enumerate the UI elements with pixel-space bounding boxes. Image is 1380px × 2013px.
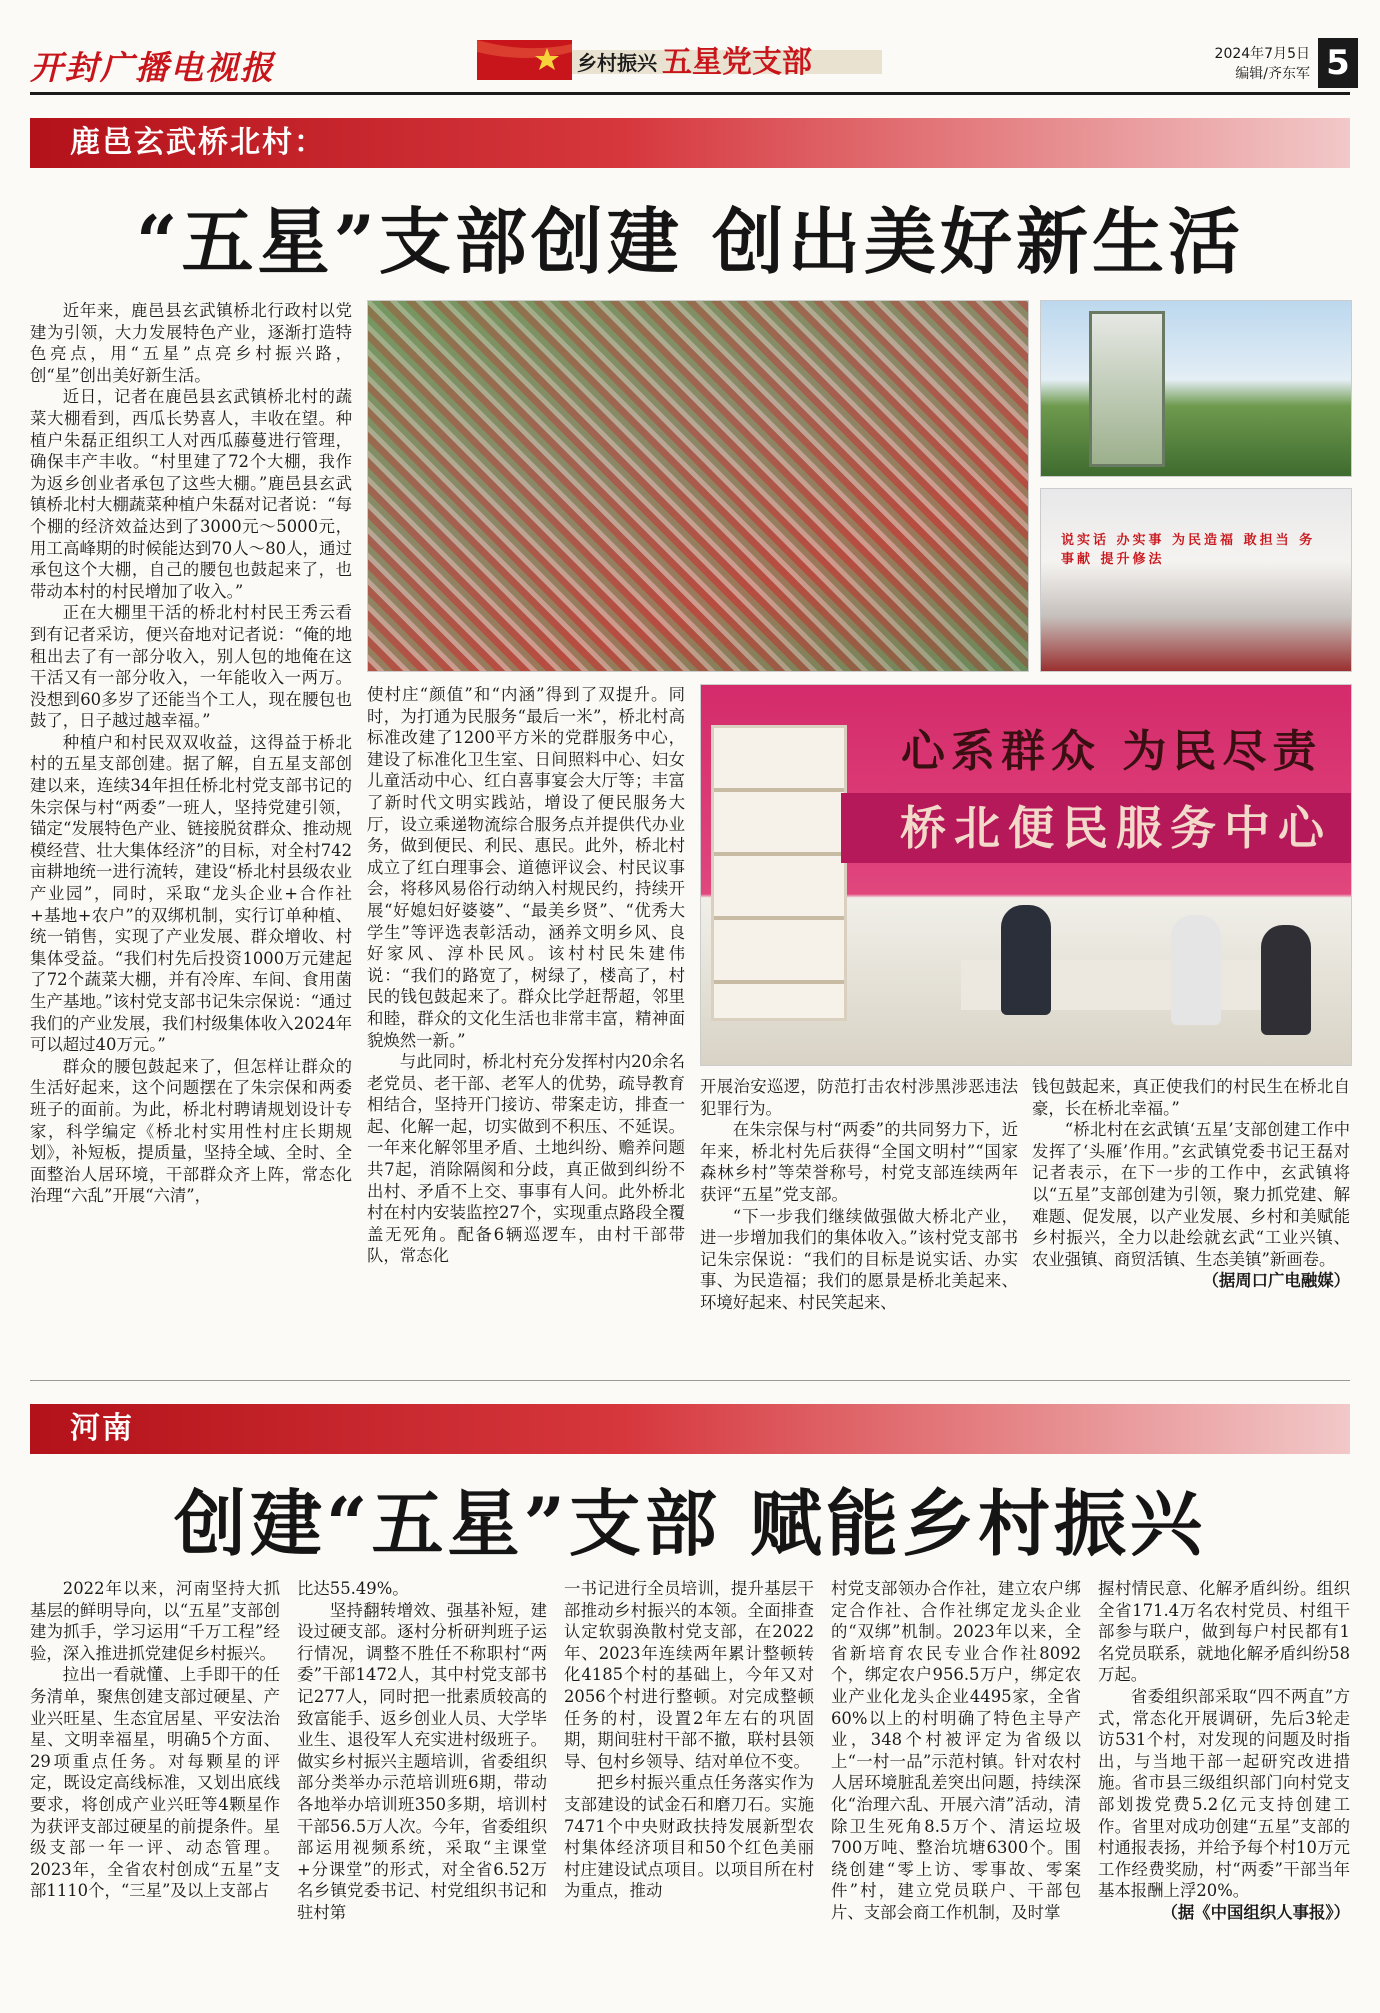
paragraph: 钱包鼓起来，真正使我们的村民生在桥北自豪，长在桥北幸福。” bbox=[1032, 1077, 1350, 1118]
person-figure bbox=[1001, 905, 1051, 1015]
paragraph: 种植户和村民双双收益，这得益于桥北村的五星支部创建。据了解，自五星支部创建以来，连续34年担任桥北村党支部书记的朱宗保与村“两委”一班人，坚持党建引领，锚定“发展特色产业、链接脱贫群众、推动规模经营、壮大集体经济”的目标，对全村742亩耕地统一进行流转，建设“桥北村县级农业产业园”，同时，采取“龙头企业+合作社+基地+农户”的双绑机制，实行订单种植、统一销售，实现了产业发展、群众增收、村集体受益。“我们村先后投资1000万元建起了72个蔬菜大棚，并有冷库、车间、食用菌生产基地。”该村党支部书记朱宗保说：“通过我们的产业发展，我们村级集体收入2024年可以超过40万元。” bbox=[30, 732, 352, 1055]
paragraph: 群众的腰包鼓起来了，但怎样让群众的生活好起来，这个问题摆在了朱宗保和两委班子的面前。为此，桥北村聘请规划设计专家，科学编定《桥北村实用性村庄长期规划》，补短板，提质量，坚持全域、全时、全面整治人居环境，干部群众齐上阵，常态化治理“六乱”开展“六清”， bbox=[30, 1056, 352, 1206]
banquet-hall-photo bbox=[1040, 488, 1352, 672]
article2-column-4 bbox=[831, 1578, 1081, 1970]
paragraph: 近年来，鹿邑县玄武镇桥北行政村以党建为引领，大力发展特色产业，逐渐打造特色亮点，用“五星”点亮乡村振兴路，创“星”创出美好新生活。 bbox=[30, 301, 352, 385]
paragraph: 近日，记者在鹿邑县玄武镇桥北村的蔬菜大棚看到，西瓜长势喜人，丰收在望。种植户朱磊正组织工人对西瓜藤蔓进行管理，确保丰产丰收。“村里建了72个大棚，我作为返乡创业者承包了这些大棚。”鹿邑县玄武镇桥北村大棚蔬菜种植户朱磊对记者说：“每个棚的经济效益达到了3000元～5000元，用工高峰期的时候能达到70人～80人，通过承包这个大棚，自己的腰包也鼓起来了，也带动本村的村民增加了收入。” bbox=[30, 387, 352, 601]
article1-column-2 bbox=[367, 684, 685, 1360]
article1-kicker: 鹿邑玄武桥北村： bbox=[70, 125, 326, 160]
paper-name: 开封广播电视报 bbox=[30, 48, 275, 87]
paragraph: 正在大棚里干活的桥北村村民王秀云看到有记者采访，便兴奋地对记者说：“俺的地租出去了有一部分收入，别人包的地俺在这干活又有一部分收入，一年能收入一两万。没想到60多岁了还能当个工人，现在腰包也鼓了，日子越过越幸福。” bbox=[30, 603, 352, 731]
paragraph: 坚持翻转增效、强基补短，建设过硬支部。逐村分析研判班子运行情况，调整不胜任不称职村“两委”干部1472人，其中村党支部书记277人，同时把一批素质较高的致富能手、返乡创业人员、大学毕业生、退役军人充实进村级班子。做实乡村振兴主题培训，省委组织部分类举办示范培训班6期，带动各地举办培训班350多期，培训村干部56.5万人次。今年，省委组织部运用视频系统，采取“主课堂+分课堂”的形式，对全省6.52万名乡镇党委书记、村党组织书记和驻村第 bbox=[297, 1600, 547, 1922]
section-small-label: 乡村振兴 bbox=[577, 51, 657, 75]
article1-column-4 bbox=[1032, 1076, 1350, 1360]
article1-column-1 bbox=[30, 300, 352, 1360]
bookshelf bbox=[711, 725, 847, 1021]
article2-column-3 bbox=[564, 1578, 814, 1970]
article-divider bbox=[30, 1380, 1350, 1381]
section-banner bbox=[477, 34, 882, 86]
page-number: 5 bbox=[1318, 38, 1358, 88]
paragraph: 比达55.49%。 bbox=[297, 1579, 409, 1598]
person-figure bbox=[1261, 925, 1311, 1035]
paragraph: “桥北村在玄武镇‘五星’支部创建工作中发挥了‘头雁’作用。”玄武镇党委书记王磊对记者表示，在下一步的工作中，玄武镇将以“五星”支部创建为引领，聚力抓党建、解难题、促发展，以产业发展、乡村和美赋能乡村振兴，全力以赴绘就玄武“工业兴镇、农业强镇、商贸活镇、生态美镇”新画卷。 bbox=[1032, 1120, 1350, 1269]
article1-headline: “五星”支部创建 创出美好新生活 bbox=[136, 199, 1244, 284]
village-sign-photo bbox=[1040, 300, 1352, 477]
article1-source: （据周口广电融媒） bbox=[1202, 1271, 1350, 1291]
paragraph: 拉出一看就懂、上手即干的任务清单，聚焦创建支部过硬星、产业兴旺星、生态宜居星、平安法治星、文明幸福星，明确5个方面、29项重点任务。对每颗星的评定，既设定高线标准，又划出底线要求，将创成产业兴旺等4颗星作为获评支部过硬星的前提条件。星级支部一年一评、动态管理。2023年，全省农村创成“五星”支部1110个，“三星”及以上支部占 bbox=[30, 1665, 280, 1901]
paragraph: 与此同时，桥北村充分发挥村内20余名老党员、老干部、老军人的优势，疏导教育相结合，坚持开门接访、带案走访，排查一起、化解一起，切实做到不积压、不延误。一年来化解邻里矛盾、土地纠纷、赡养问题共7起，消除隔阂和分歧，真正做到纠纷不出村、矛盾不上交、事事有人问。此外桥北村在村内安装监控27个，实现重点路段全覆盖无死角。配备6辆巡逻车，由村干部带队，常态化 bbox=[367, 1052, 685, 1266]
hall-banner-text: 说实话 办实事 为民造福 敢担当 务事献 提升修法 bbox=[1061, 533, 1316, 567]
paragraph: 在朱宗保与村“两委”的共同努力下，近年来，桥北村先后获得“全国文明村”“国家森林乡村”等荣誉称号，村党支部连续两年获评“五星”党支部。 bbox=[700, 1120, 1018, 1204]
article2-column-1 bbox=[30, 1578, 280, 1970]
center-name-sign: 桥北便民服务中心 bbox=[841, 793, 1352, 863]
service-center-photo bbox=[700, 684, 1352, 1066]
paragraph: 村党支部领办合作社，建立农户绑定合作社、合作社绑定龙头企业的“双绑”机制。2023年以来，全省新培育农民专业合作社8092个，绑定农户956.5万户，绑定农业产业化龙头企业4495家，全省60%以上的村明确了特色主导产业，348个村被评定为省级以上“一村一品”示范村镇。针对农村人居环境脏乱差突出问题，持续深化“治理六乱、开展六清”活动，清除卫生死角8.5万个、清运垃圾700万吨、整治坑塘6300个。围绕创建“零上访、零事故、零案件”村，建立党员联户、干部包片、支部会商工作机制，及时掌 bbox=[831, 1579, 1081, 1922]
center-slogan: 心系群众 为民尽责 bbox=[901, 726, 1323, 777]
article2-source: （据《中国组织人事报》） bbox=[1161, 1902, 1350, 1922]
paragraph: 2022年以来，河南坚持大抓基层的鲜明导向，以“五星”支部创建为抓手，学习运用“千万工程”经验，深入推进抓党建促乡村振兴。 bbox=[30, 1579, 280, 1663]
article2-kicker: 河南 bbox=[70, 1411, 134, 1446]
paragraph: 开展治安巡逻，防范打击农村涉黑涉恶违法犯罪行为。 bbox=[700, 1077, 1018, 1118]
aerial-village-photo bbox=[367, 300, 1029, 672]
issue-info bbox=[1160, 44, 1310, 84]
article2-kicker-bar bbox=[30, 1404, 1350, 1454]
paragraph: 握村情民意、化解矛盾纠纷。组织全省171.4万名农村党员、村组干部参与联户，做到每户村民都有1名党员联系，就地化解矛盾纠纷58万起。 bbox=[1098, 1579, 1350, 1685]
article1-column-3 bbox=[700, 1076, 1018, 1360]
paragraph: 使村庄“颜值”和“内涵”得到了双提升。同时，为打通为民服务“最后一米”，桥北村高标准改建了1200平方米的党群服务中心，建设了标准化卫生室、日间照料中心、妇女儿童活动中心、红白喜事宴会大厅等；丰富了新时代文明实践站，增设了便民服务大厅，设立乘递物流综合服务点并提供代办业务，做到便民、利民、惠民。此外，桥北村成立了红白理事会、道德评议会、村民议事会，将移风易俗行动纳入村规民约，持续开展“好媳妇好婆婆”、“最美乡贤”、“优秀大学生”等评选表彰活动，涵养文明乡风、良好家风、淳朴民风。该村村民朱建伟说：“我们的路宽了，树绿了，楼高了，村民的钱包鼓起来了。群众比学赶帮超，邻里和睦，群众的文化生活也非常丰富，精神面貌焕然一新。” bbox=[367, 685, 685, 1050]
masthead-rule bbox=[30, 92, 1350, 95]
paragraph: 省委组织部采取“四不两直”方式，常态化开展调研，先后3轮走访531个村，对发现的问题及时指出，与当地干部一起研究改进措施。省市县三级组织部门向村党支部划拨党费5.2亿元支持创建工作。省里对成功创建“五星”支部的村通报表扬，并给予每个村10万元工作经费奖励，村“两委”干部当年基本报酬上浮20%。 bbox=[1098, 1686, 1350, 1901]
paragraph: 把乡村振兴重点任务落实作为支部建设的试金石和磨刀石。实施7471个中央财政扶持发展新型农村集体经济项目和50个红色美丽村庄建设试点项目。以项目所在村为重点，推动 bbox=[564, 1773, 814, 1901]
person-figure bbox=[1171, 915, 1221, 1025]
village-board bbox=[1089, 311, 1165, 467]
issue-date: 2024年7月5日 bbox=[1214, 46, 1310, 62]
paragraph: “下一步我们继续做强做大桥北产业，进一步增加我们的集体收入。”该村党支部书记朱宗保说：“我们的目标是说实话、办实事、为民造福；我们的愿景是桥北美起来、环境好起来、村民笑起来、 bbox=[700, 1206, 1018, 1312]
editor-credit: 编辑/齐东军 bbox=[1235, 66, 1310, 82]
article2-column-2 bbox=[297, 1578, 547, 1970]
section-big-label: 五星党支部 bbox=[662, 45, 812, 80]
article2-headline: 创建“五星”支部 赋能乡村振兴 bbox=[174, 1481, 1206, 1566]
paragraph: 一书记进行全员培训，提升基层干部推动乡村振兴的本领。全面排查认定软弱涣散村党支部，在2022年、2023年连续两年累计整顿转化4185个村的基础上，今年又对2056个村进行整顿。对完成整顿任务的村，设置2年左右的巩固期，期间驻村干部不撤，联村县领导、包村乡领导、结对单位不变。 bbox=[564, 1579, 814, 1771]
article1-kicker-bar bbox=[30, 118, 1350, 168]
article2-column-5 bbox=[1098, 1578, 1350, 1970]
